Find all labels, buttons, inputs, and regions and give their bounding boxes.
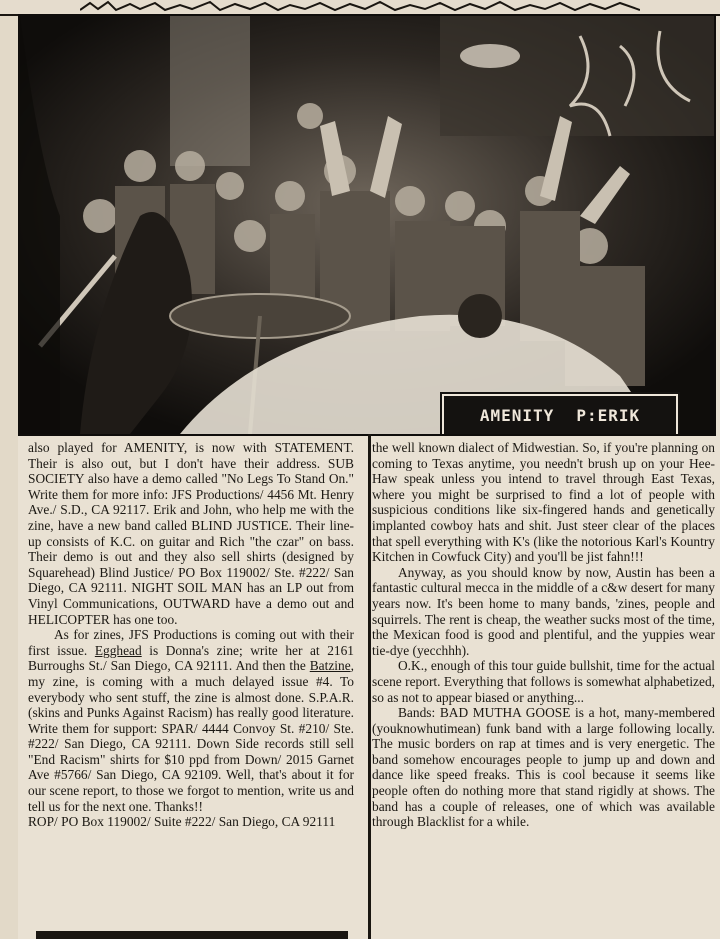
right-paragraph-2: Anyway, as you should know by now, Austin has been a fantastic cultural mecca in the middle of a c&w desert for many years now. It's been home to many bands, 'zines, people and squirrels. The rent is cheap, the weather sucks most of the time, the Mexican food is good and plentiful, and the yuppies wear tie-dye (yecchhh).: [372, 564, 715, 658]
crowd-scene-illustration: [20, 16, 714, 434]
caption-band-name: AMENITY: [479, 405, 555, 425]
left-paragraph-1: also played for AMENITY, is now with STATEMENT. Their is also out, but I don't have their address. SUB SOCIETY also have a demo called "No Legs To Stand On." Write them for more info: JFS Productions/ 4456 Mt. Henry Ave./ S.D., CA 92117. Erik and John, who help me with the zine, have a new band called BLIND JUSTICE. Their line-up consists of K.C. on guitar and Rich "the czar" on bass. Their demo is out and they also sell shirts (designed by Squarehead) Blind Justice/ PO Box 119002/ Ste. #222/ San Diego, CA 92111. NIGHT SOIL MAN has an LP out from Vinyl Communications, OUTWARD have a demo out and HELICOPTER has one too.: [28, 440, 354, 627]
caption-photo-credit: P:ERIK: [576, 405, 641, 425]
left-paragraph-2-part-b: is Donna's zine; write her at 2161 Burroughs St./ San Diego, CA 92111. And then the: [28, 642, 354, 674]
left-paragraph-3-address: ROP/ PO Box 119002/ Suite #222/ San Diego, CA 92111: [28, 814, 336, 830]
egghead-zine-title: Egghead: [94, 642, 142, 658]
right-paragraph-1: the well known dialect of Midwestian. So, if you're planning on coming to Texas anytime, you needn't brush up on your Hee-Haw speak unless you intend to travel through East Texas, where you might be surprised to find a lot of people with suspicious conditions like six-fingered hands and genetically implanted cowboy hats and shit. Just steer clear of the places that spell everything with K's (like the notorious Karl's Kountry Kitchen in Cowfuck City) and you'll be jist fahn!!!: [372, 440, 715, 565]
right-paragraph-4: Bands: BAD MUTHA GOOSE is a hot, many-membered (youknowhutimean) funk band with a large following locally. The music borders on rap at times and is very energetic. The band somehow encourages people to jump up and down and dance like speed freaks. This is cool because it seems like people often do nothing more that stand rigidly at shows. The band has a couple of releases, one of which was available through Blacklist for a while.: [372, 705, 715, 830]
page-margin: [0, 0, 18, 939]
concert-photo: [18, 14, 716, 436]
top-scrawl-decoration: [80, 0, 640, 12]
left-paragraph-2-part-a: As for zines, JFS Productions is coming out with their first issue.: [28, 627, 354, 658]
right-text-column: [372, 440, 715, 939]
batzine-title: Batzine: [309, 658, 351, 674]
photo-caption: [442, 394, 678, 436]
left-paragraph-2: [28, 627, 354, 814]
left-text-column: [28, 440, 354, 939]
right-paragraph-3: O.K., enough of this tour guide bullshit, time for the actual scene report. Everything that follows is somewhat alphabetized, so as not to appear biased or anything...: [372, 658, 715, 705]
left-paragraph-2-part-c: , my zine, is coming with a much delayed issue #4. To everybody who sent stuff, the zine is almost done. S.P.A.R. (skins and Punks Against Racism) has really good literature. Write them for support: SPAR/ 4444 Convoy St. #210/ Ste. #222/ San Diego, CA 92111. Down Side records still sell "End Racism" shirts for $10 ppd from Down/ 2015 Garnet Ave #5766/ San Diego, CA 92109. Well, that's about it for our scene report, to those we forgot to mention, write us and tell us for the next one. Thanks!!: [28, 658, 354, 814]
column-divider: [368, 434, 371, 939]
bottom-black-bar: [36, 931, 348, 939]
